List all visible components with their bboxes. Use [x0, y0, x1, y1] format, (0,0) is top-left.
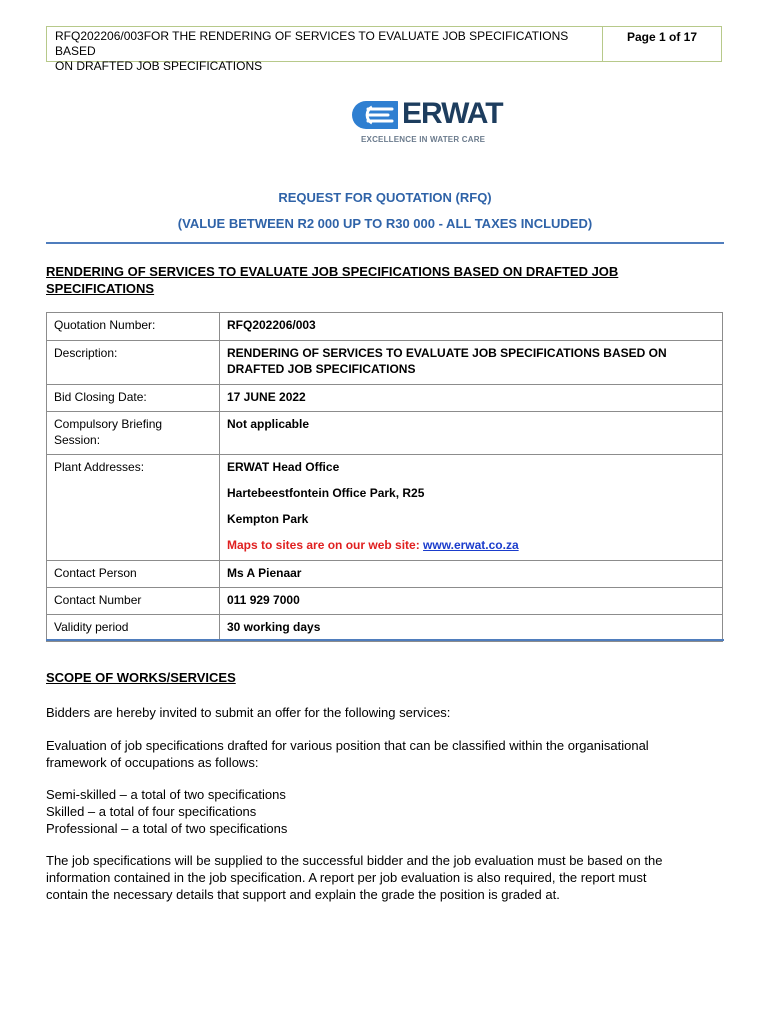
list-item: Semi-skilled – a total of two specifications [46, 787, 286, 802]
table-row [47, 385, 723, 412]
logo-wordmark: ERWAT [402, 97, 503, 130]
contact-number-value: 011 929 7000 [220, 588, 723, 615]
briefing-label [47, 412, 220, 455]
services-heading-line1: RENDERING OF SERVICES TO EVALUATE JOB SPECIFICATIONS BASED ON DRAFTED JOB [46, 264, 619, 279]
services-heading-line2: SPECIFICATIONS [46, 281, 155, 296]
briefing-label-line2: Session: [54, 433, 101, 447]
rfq-title: REQUEST FOR QUOTATION (RFQ) [278, 190, 492, 205]
maps-note-text: Maps to sites are on our web site: [227, 538, 424, 552]
description-value [220, 341, 723, 385]
quotation-number-label: Quotation Number: [47, 313, 220, 341]
quotation-number-value: RFQ202206/003 [220, 313, 723, 341]
plant-addresses-value [220, 455, 723, 561]
validity-label: Validity period [47, 615, 220, 642]
logo-tagline: EXCELLENCE IN WATER CARE [361, 135, 486, 144]
list-item: Professional – a total of two specifications [46, 821, 288, 836]
scope-closing [46, 852, 736, 903]
erwat-logo [350, 97, 520, 149]
bid-closing-value: 17 JUNE 2022 [220, 385, 723, 412]
header-reference-line2: ON DRAFTED JOB SPECIFICATIONS [55, 59, 263, 73]
document-header [46, 26, 722, 73]
rfq-value-range: (VALUE BETWEEN R2 000 UP TO R30 000 - ALL TAXES INCLUDED) [177, 216, 593, 231]
table-row [47, 455, 723, 561]
divider-top [46, 242, 724, 244]
header-reference-line1: RFQ202206/003FOR THE RENDERING OF SERVICES TO EVALUATE JOB SPECIFICATIONS BASED [55, 29, 569, 58]
contact-person-value: Ms A Pienaar [220, 561, 723, 588]
validity-value: 30 working days [220, 615, 723, 642]
description-value-line1: RENDERING OF SERVICES TO EVALUATE JOB SPECIFICATIONS BASED ON [227, 346, 667, 360]
table-row [47, 341, 723, 385]
divider-bottom [46, 639, 724, 641]
page-number: Page 1 of 17 [626, 30, 698, 44]
plant-address-line1: ERWAT Head Office [227, 460, 340, 474]
table-row [47, 561, 723, 588]
description-label: Description: [47, 341, 220, 385]
scope-evaluation [46, 737, 736, 771]
briefing-value: Not applicable [220, 412, 723, 455]
scope-closing-line3: contain the necessary details that support and explain the grade the position is graded at. [46, 887, 560, 902]
plant-address-line2: Hartebeestfontein Office Park, R25 [227, 486, 425, 500]
maps-note [227, 537, 715, 553]
plant-address-line3: Kempton Park [227, 512, 309, 526]
services-heading [46, 263, 726, 297]
erwat-logo-icon [352, 100, 398, 135]
briefing-label-line1: Compulsory Briefing [54, 417, 163, 431]
table-row [47, 313, 723, 341]
table-row [47, 615, 723, 642]
list-item: Skilled – a total of four specifications [46, 804, 257, 819]
table-row [47, 412, 723, 455]
header-reference [47, 27, 603, 73]
scope-evaluation-line2: framework of occupations as follows: [46, 755, 259, 770]
scope-evaluation-line1: Evaluation of job specifications drafted for various position that can be classified within the organisational [46, 738, 649, 753]
contact-person-label: Contact Person [47, 561, 220, 588]
scope-intro: Bidders are hereby invited to submit an offer for the following services: [46, 705, 451, 720]
scope-closing-line2: information contained in the job specification. A report per job evaluation is also required, the report must [46, 870, 647, 885]
plant-addresses-label: Plant Addresses: [47, 455, 220, 561]
scope-closing-line1: The job specifications will be supplied to the successful bidder and the job evaluation must be based on the [46, 853, 663, 868]
contact-number-label: Contact Number [47, 588, 220, 615]
rfq-details-table [46, 312, 723, 642]
bid-closing-label: Bid Closing Date: [47, 385, 220, 412]
table-row [47, 588, 723, 615]
description-value-line2: DRAFTED JOB SPECIFICATIONS [227, 362, 416, 376]
erwat-website-link[interactable]: www.erwat.co.za [423, 538, 519, 552]
specification-list [46, 786, 736, 837]
scope-heading: SCOPE OF WORKS/SERVICES [46, 670, 236, 685]
